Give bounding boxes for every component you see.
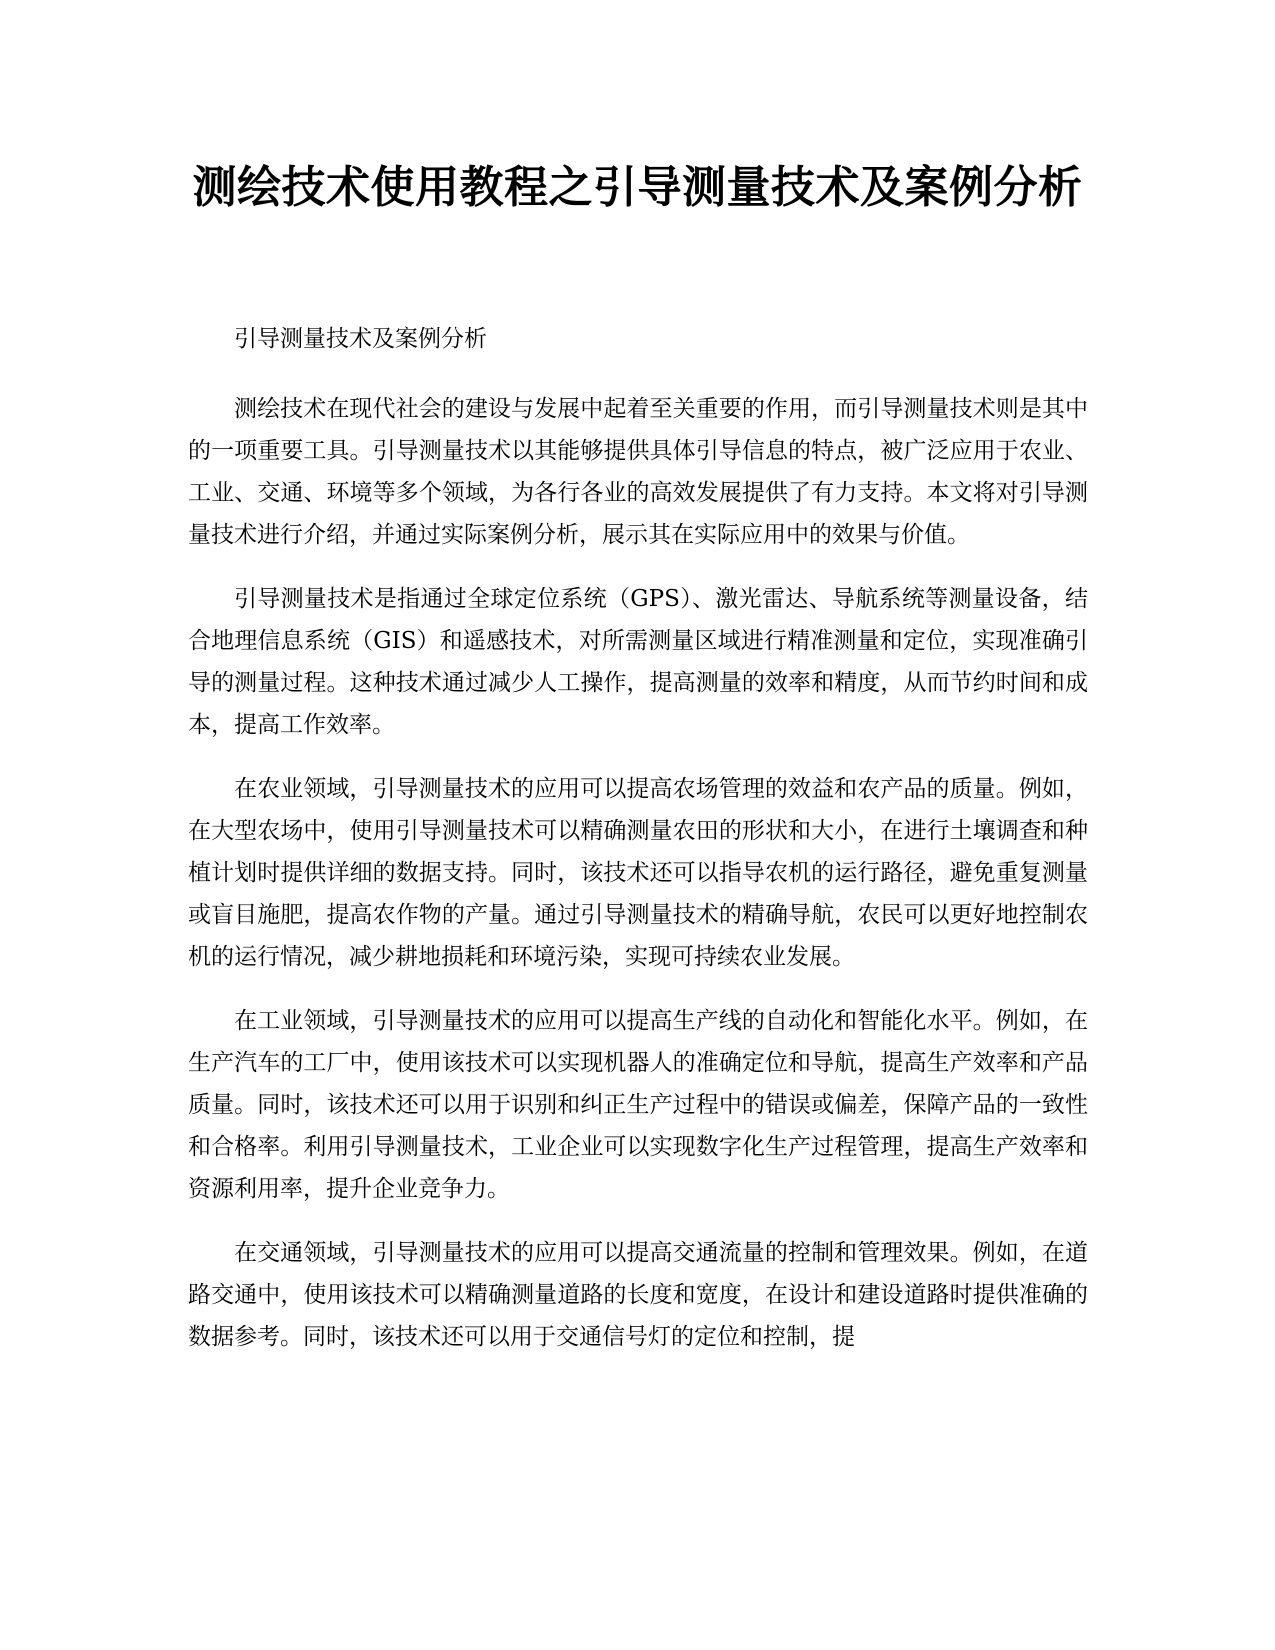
document-body: [188, 318, 1088, 1380]
paragraph-definition: 引导测量技术是指通过全球定位系统（GPS）、激光雷达、导航系统等测量设备，结合地理信息系统（GIS）和遥感技术，对所需测量区域进行精准测量和定位，实现准确引导的测量过程。这种技术通过减少人工操作，提高测量的效率和精度，从而节约时间和成本，提高工作效率。: [188, 586, 1088, 738]
paragraph-transportation: 在交通领域，引导测量技术的应用可以提高交通流量的控制和管理效果。例如，在道路交通中，使用该技术可以精确测量道路的长度和宽度，在设计和建设道路时提供准确的数据参考。同时，该技术还可以用于交通信号灯的定位和控制，提: [188, 1240, 1088, 1350]
paragraph-agriculture: 在农业领域，引导测量技术的应用可以提高农场管理的效益和农产品的质量。例如，在大型农场中，使用引导测量技术可以精确测量农田的形状和大小，在进行土壤调查和种植计划时提供详细的数据支持。同时，该技术还可以指导农机的运行路径，避免重复测量或盲目施肥，提高农作物的产量。通过引导测量技术的精确导航，农民可以更好地控制农机的运行情况，减少耕地损耗和环境污染，实现可持续农业发展。: [188, 776, 1088, 970]
paragraph-intro: 测绘技术在现代社会的建设与发展中起着至关重要的作用，而引导测量技术则是其中的一项重要工具。引导测量技术以其能够提供具体引导信息的特点，被广泛应用于农业、工业、交通、环境等多个领域，为各行各业的高效发展提供了有力支持。本文将对引导测量技术进行介绍，并通过实际案例分析，展示其在实际应用中的效果与价值。: [188, 396, 1088, 548]
document-title: 测绘技术使用教程之引导测量技术及案例分析: [192, 162, 1083, 213]
paragraph-industry: 在工业领域，引导测量技术的应用可以提高生产线的自动化和智能化水平。例如，在生产汽车的工厂中，使用该技术可以实现机器人的准确定位和导航，提高生产效率和产品质量。同时，该技术还可以用于识别和纠正生产过程中的错误或偏差，保障产品的一致性和合格率。利用引导测量技术，工业企业可以实现数字化生产过程管理，提高生产效率和资源利用率，提升企业竞争力。: [188, 1008, 1088, 1202]
document-subtitle: 引导测量技术及案例分析: [234, 326, 487, 352]
